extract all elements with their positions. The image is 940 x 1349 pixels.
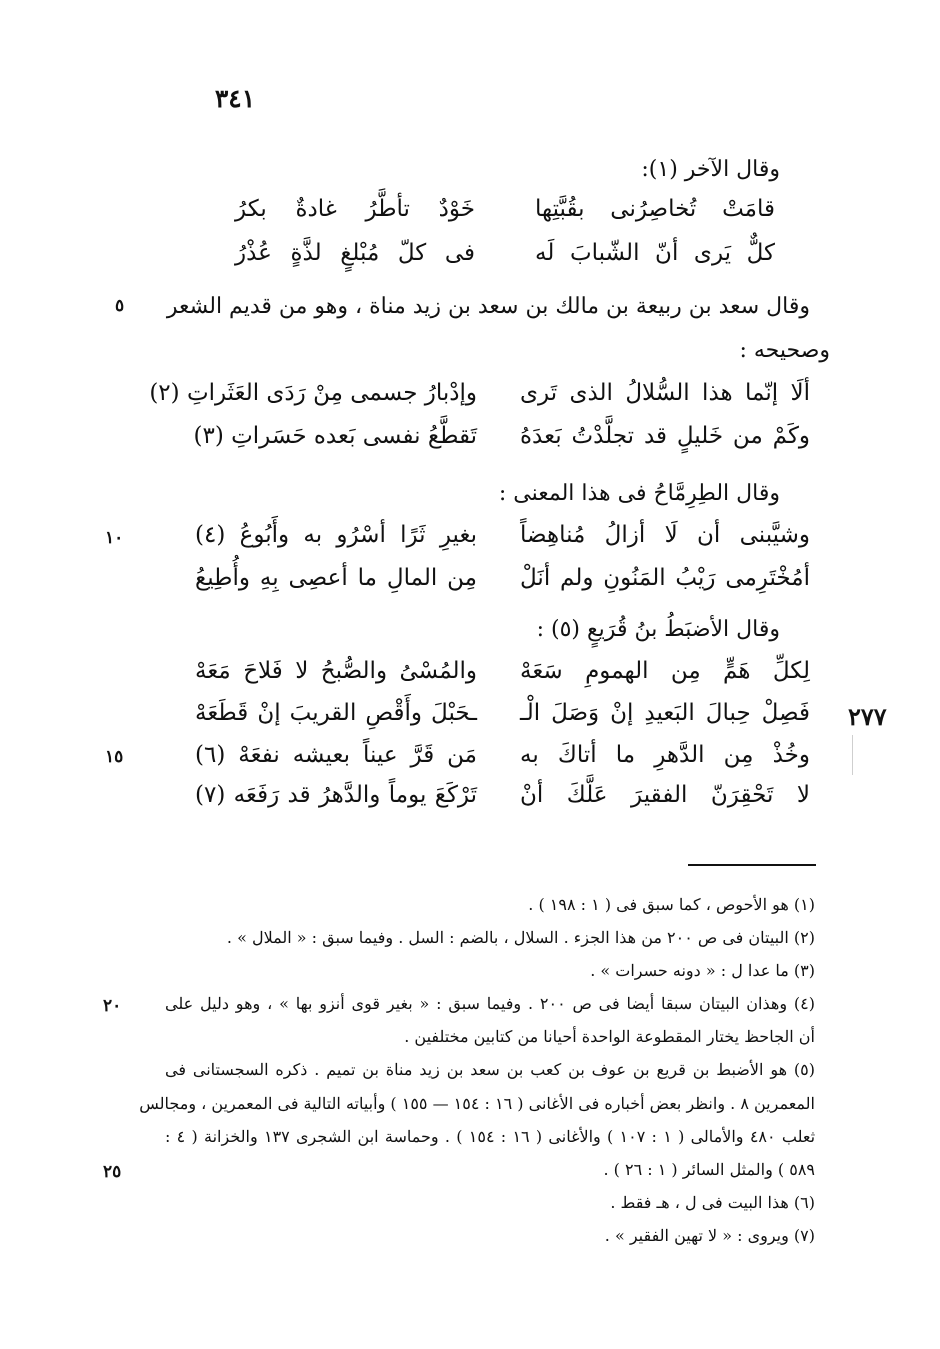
margin-line-number: ١٥ xyxy=(105,747,124,767)
verse-hemistich: كلٌّ يَرى أنّ الشّبابَ لَه xyxy=(535,240,775,266)
footnote: (٤) وهذان البيتان سبقا أيضا فى ص ٢٠٠ . وفيما سبق : « بغير قوى أنزو بها » ، وهو دليل على xyxy=(165,994,815,1013)
verse-hemistich: فى كلّ مُبْلغٍ لذَّةٍ عُذْرُ xyxy=(235,240,475,266)
footnote: (٦) هذا البيت فى ل ، هـ فقط . xyxy=(610,1193,815,1212)
verse-hemistich: تَقطَّعُ نفسى بَعده حَسَراتِ (٣) xyxy=(193,423,477,449)
verse-hemistich: بغيرِ ثَرًا أسْرُو به وأَبُوعُ (٤) xyxy=(195,522,477,548)
footnote-continued: ٥٨٩ ) والمثل السائر ( ١ : ٢٦ ) . xyxy=(603,1160,815,1179)
section-heading-continued: وصحيحه : xyxy=(739,338,830,363)
verse-hemistich: أمُخْتَرِمى رَيْبُ المَنُونِ ولم أنَلْ xyxy=(520,565,810,591)
verse-hemistich: لِكلِّ هَمٍّ مِن الهمومِ سَعَهْ xyxy=(520,658,810,684)
footnote: (٥) هو الأضبط بن قريع بن عوف بن كعب بن سعد بن زيد مناة بن تميم . ذكره السجستانى فى xyxy=(165,1060,815,1079)
page-number: ٣٤١ xyxy=(214,84,256,113)
verse-hemistich: مَن قَرَّ عيناً بعيشه نفعَهْ (٦) xyxy=(195,742,477,768)
verse-hemistich: مِن المالِ ما أعصِى بِهِ وأُطِيعُ xyxy=(195,565,477,591)
verse-hemistich: وشيَّبنى أن لَا أزالُ مُناهِضاً xyxy=(520,522,810,548)
margin-line-number: ٥ xyxy=(115,296,125,316)
margin-mark xyxy=(852,735,853,775)
margin-line-number: ١٠ xyxy=(105,528,124,548)
verse-hemistich: وكَمْ من خَليلٍ قد تجلَّدْتُ بَعدَهُ xyxy=(520,423,810,449)
verse-hemistich: خَوْدٌ تأطَّرُ غادةٌ بكرُ xyxy=(235,196,475,222)
footnote-continued: أن الجاحظ يختار المقطوعة الواحدة أحيانا من كتابين مختلفين . xyxy=(404,1027,815,1046)
footnote: (١) هو الأحوص ، كما سبق فى ( ١ : ١٩٨ ) . xyxy=(528,895,815,914)
footnote: (٧) ويروى : « لا تهين الفقير » . xyxy=(604,1226,815,1245)
section-heading: وقال الطِرِمَّاحُ فى هذا المعنى : xyxy=(498,481,780,506)
footnote-separator xyxy=(688,864,816,866)
verse-hemistich: قامَتْ تُخاصِرُنى بقُبَّتِها xyxy=(535,196,775,222)
section-heading: وقال الآخر (١): xyxy=(641,157,780,182)
verse-hemistich: وخُذْ مِن الدَّهرِ ما أتاكَ به xyxy=(520,742,810,768)
margin-side-number: ٢٧٧ xyxy=(848,702,887,731)
verse-hemistich: لا تَحْقِرَنّ الفقيرَ عَلَّكَ أنْ xyxy=(520,782,810,808)
verse-hemistich: ألَا إنّما هذا السُّلالُ الذى تَرى xyxy=(520,380,810,406)
verse-hemistich: تَرْكَعَ يوماً والدَّهرُ قد رَفَعَه (٧) xyxy=(195,782,477,808)
footnote-continued: ثعلب ٤٨٠ والأمالى ( ١ : ١٠٧ ) والأغانى ( ١٦ : ١٥٤ ) . وحماسة ابن الشجرى ١٣٧ والخزانة ( ٤ : xyxy=(165,1127,816,1146)
verse-hemistich: فَصِلْ حِبالَ البَعيدِ إنْ وَصَلَ الْـ xyxy=(520,700,810,726)
verse-hemistich: وإدْبارُ جسمى مِنْ رَدَى العَثَراتِ (٢) xyxy=(149,380,477,406)
margin-line-number: ٢٠ xyxy=(103,996,122,1016)
section-heading: وقال الأضبَطُ بنُ قُرَيعٍ (٥) : xyxy=(536,617,780,642)
verse-hemistich: ـحَبْلَ وأَقْصِ القريبَ إنْ قَطَعَهْ xyxy=(195,700,477,726)
footnote: (٣) ما عدا ل : « دونه حسرات » . xyxy=(590,961,815,980)
section-heading: وقال سعد بن ربيعة بن مالك بن سعد بن زيد مناة ، وهو من قديم الشعر xyxy=(166,294,810,319)
margin-line-number: ٢٥ xyxy=(103,1162,122,1182)
footnote: (٢) البيتان فى ص ٢٠٠ من هذا الجزء . السلال ، بالضم : السل . وفيما سبق : « الملال » . xyxy=(226,928,815,947)
footnote-continued: المعمرين ٨ . وانظر بعض أخباره فى الأغانى ( ١٦ : ١٥٤ — ١٥٥ ) وأبياته التالية فى المعمرين ، ومجالس xyxy=(139,1094,815,1113)
verse-hemistich: والمُسْىُ والصُّبحُ لا فَلاحَ مَعَهْ xyxy=(195,658,477,684)
